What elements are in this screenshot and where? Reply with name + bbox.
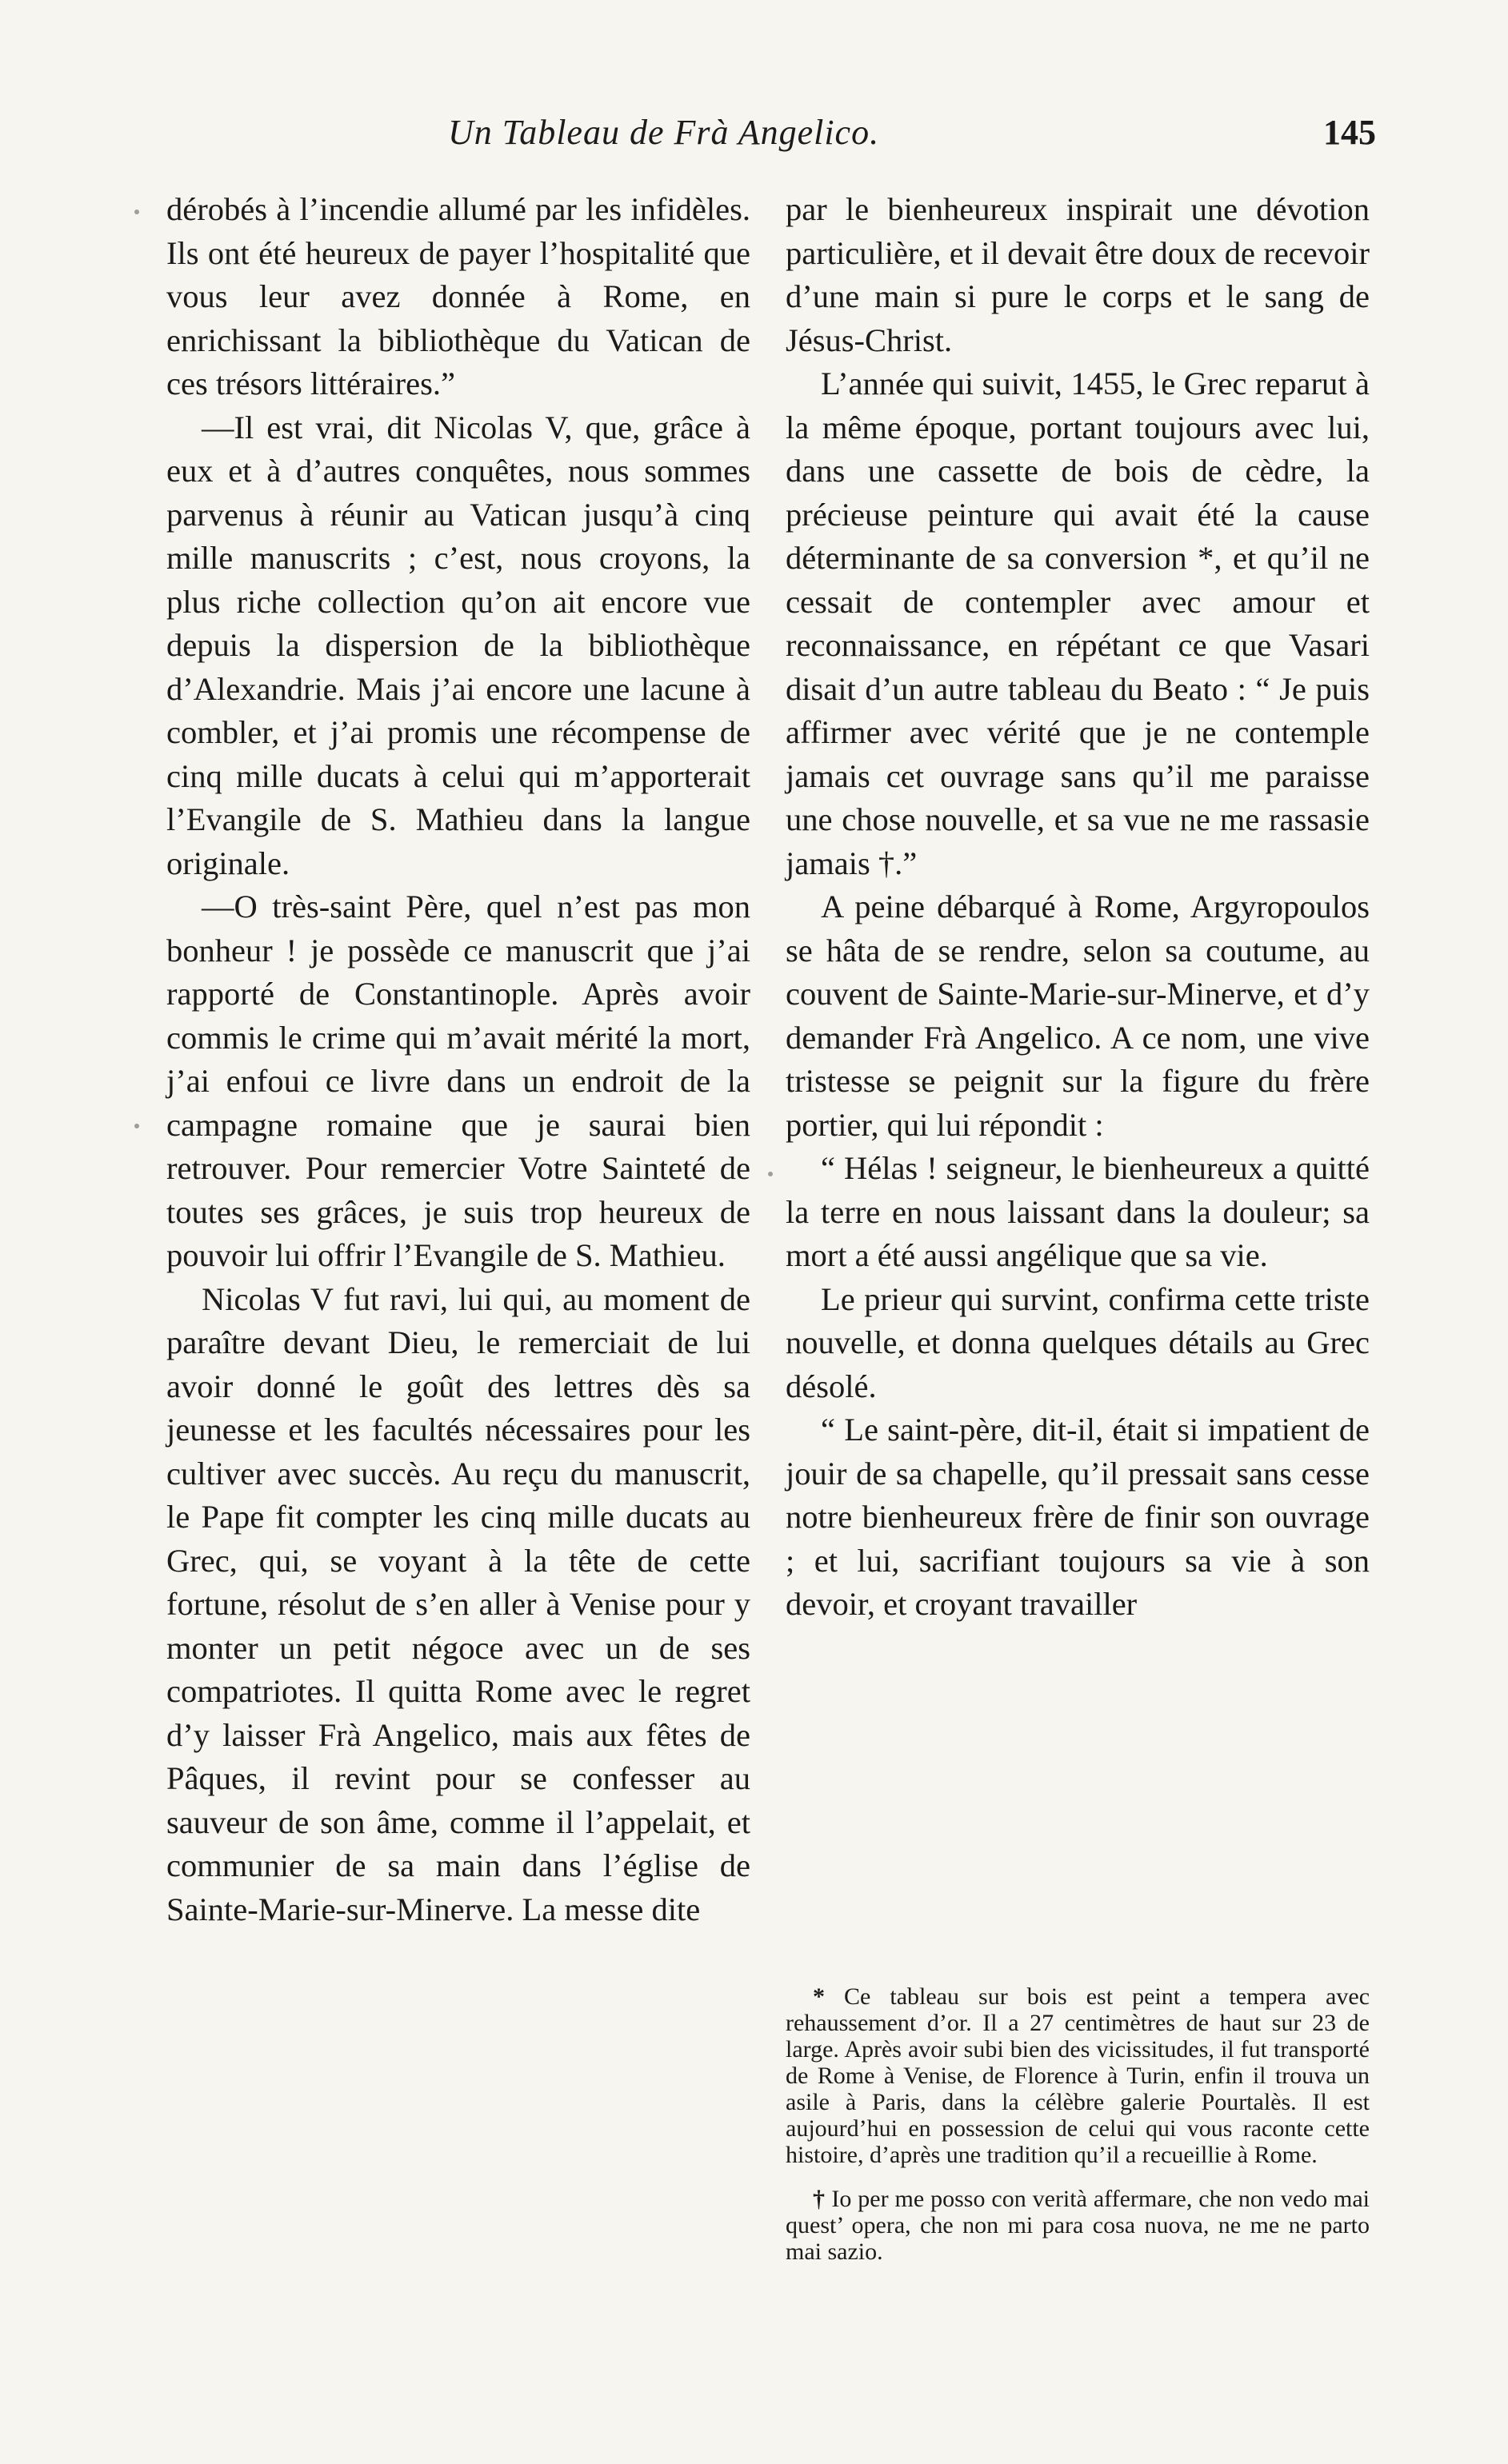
footnote-text: Io per me posso con verità affermare, che non vedo mai quest’ opera, che non mi para cosa nuova, ne me ne parto mai sazio. [786,2186,1370,2265]
page-number: 145 [1323,113,1376,152]
footnote-text: Ce tableau sur bois est peint a tempera avec rehaussement d’or. Il a 27 centimètres de haut sur 23 de large. Après avoir subi bien des vicissitudes, il fut transporté de Rome à Venise, de Florence à Turin, enfin il trouva un asile à Paris, dans la célèbre galerie Pourtalès. Il est aujourd’hui en possession de celui qui vous raconte cette histoire, d’après une tradition qu’il a recueillie à Rome. [786,1983,1370,2168]
left-paragraph-4: Nicolas V fut ravi, lui qui, au moment de paraître devant Dieu, le remerciait de lui avoir donné le goût des lettres dès sa jeunesse et les facultés nécessaires pour les cultiver avec succès. Au reçu du manuscrit, le Pape fit compter les cinq mille ducats au Grec, qui, se voyant à la tête de cette fortune, résolut de s’en aller à Venise pour y monter un petit négoce avec un de ses compatriotes. Il quitta Rome avec le regret d’y laisser Frà Angelico, mais aux fêtes de Pâques, il revint pour se confesser au sauveur de son âme, comme il l’appelait, et communier de sa main dans l’église de Sainte-Marie-sur-Minerve. La messe dite [166,1280,750,1927]
right-paragraph-2: L’année qui suivit, 1455, le Grec reparut à la même époque, portant toujours avec lui, dans une cassette de bois de cèdre, la précieuse peinture qui avait été la cause déterminante de sa conversion *, et qu’il ne cessait de contempler avec amour et reconnaissance, en répétant ce que Vasari disait d’un autre tableau du Beato : “ Je puis affirmer avec vérité que je ne contemple jamais cet ouvrage sans qu’il me paraisse une chose nouvelle, et sa vue ne me rassasie jamais †.” [786,365,1370,881]
right-paragraph-6: “ Le saint-père, dit-il, était si impatient de jouir de sa chapelle, qu’il pressait sans cesse notre bienheureux frère de finir son ouvrage ; et lui, sacrifiant toujours sa vie à son devoir, et croyant travailler [786,1412,1370,1622]
running-title: Un Tableau de Frà Angelico. [448,113,880,152]
footnote-2 [786,2186,1370,2265]
left-paragraph-2: —Il est vrai, dit Nicolas V, que, grâce à eux et à d’autres conquêtes, nous sommes parvenus à réunir au Vatican jusqu’à cinq mille manuscrits ; c’est, nous croyons, la plus riche collection qu’on ait encore vue depuis la dispersion de la bibliothèque d’Alexandrie. Mais j’ai encore une lacune à combler, et j’ai promis une récompense de cinq mille ducats à celui qui m’apporterait l’Evangile de S. Mathieu dans la langue originale. [166,409,750,881]
footnotes [786,1983,1370,2282]
right-column [786,188,1370,1627]
print-blemish [134,210,139,214]
footnote-1 [786,1983,1370,2168]
left-paragraph-1: dérobés à l’incendie allumé par les infidèles. Ils ont été heureux de payer l’hospitalité que vous leur avez donnée à Rome, en enrichissant la bibliothèque du Vatican de ces trésors littéraires.” [166,191,750,401]
print-blemish [134,1124,139,1128]
left-paragraph-3: —O très-saint Père, quel n’est pas mon bonheur ! je possède ce manuscrit que j’ai rapporté de Constantinople. Après avoir commis le crime qui m’avait mérité la mort, j’ai enfoui ce livre dans un endroit de la campagne romaine que je saurai bien retrouver. Pour remercier Votre Sainteté de toutes ses grâces, je suis trop heureux de pouvoir lui offrir l’Evangile de S. Mathieu. [166,889,750,1273]
left-column [166,188,750,1931]
right-paragraph-1: par le bienheureux inspirait une dévotion particulière, et il devait être doux de recevoir d’une main si pure le corps et le sang de Jésus-Christ. [786,191,1370,358]
running-head [448,112,1376,168]
print-blemish [768,1172,773,1176]
footnote-marker: † [813,2186,826,2212]
footnote-marker: * [813,1983,825,2010]
right-paragraph-4: “ Hélas ! seigneur, le bienheureux a quitté la terre en nous laissant dans la douleur; sa mort a été aussi angélique que sa vie. [786,1150,1370,1273]
right-paragraph-3: A peine débarqué à Rome, Argyropoulos se hâta de se rendre, selon sa coutume, au couvent de Sainte-Marie-sur-Minerve, et d’y demander Frà Angelico. A ce nom, une vive tristesse se peignit sur la figure du frère portier, qui lui répondit : [786,889,1370,1143]
right-paragraph-5: Le prieur qui survint, confirma cette triste nouvelle, et donna quelques détails au Grec désolé. [786,1280,1370,1404]
